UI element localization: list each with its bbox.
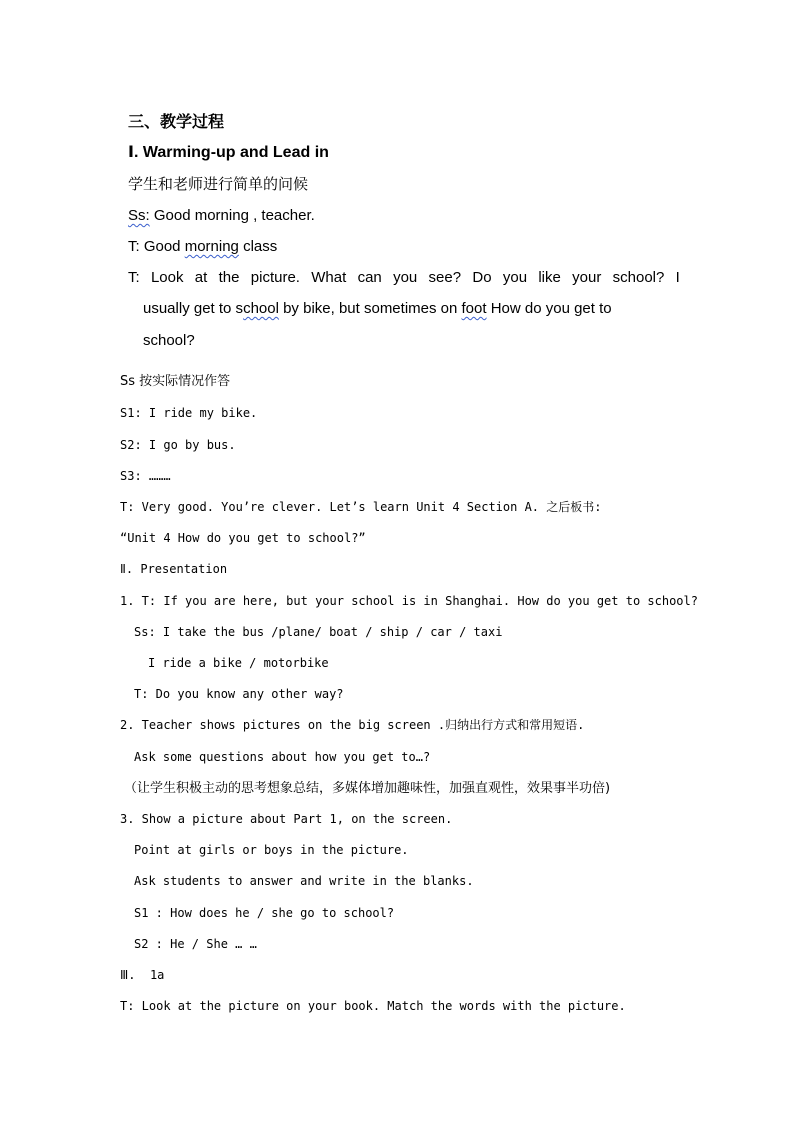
step3-s1: S1 : How does he / she go to school? xyxy=(134,906,395,920)
step2-note: （让学生积极主动的思考想象总结，多媒体增加趣味性，加强直观性，效果事半功倍) xyxy=(124,781,611,796)
line2-school: chool xyxy=(243,300,279,317)
word: I xyxy=(675,269,680,286)
word: at xyxy=(194,269,208,286)
unit-title: “Unit 4 How do you get to school?” xyxy=(120,531,366,545)
word: you xyxy=(502,269,528,286)
word: like xyxy=(538,269,561,286)
s3-line: S3: ……… xyxy=(120,469,171,483)
word: can xyxy=(357,269,382,286)
word: school? xyxy=(612,269,665,286)
t-greeting-morning: morning xyxy=(184,238,239,255)
ss-greeting xyxy=(128,208,315,223)
presentation-step3: 3. Show a picture about Part 1, on the screen. xyxy=(120,812,453,826)
s2-line: S2: I go by bus. xyxy=(120,438,236,452)
step1-t: T: Do you know any other way? xyxy=(134,687,344,701)
part3-title: Ⅲ. 1a xyxy=(120,968,165,982)
word: What xyxy=(311,269,347,286)
line2-part-b: by bike, but sometimes on xyxy=(278,300,462,317)
step3-ask: Ask students to answer and write in the blanks. xyxy=(134,874,474,888)
intro-text: 学生和老师进行简单的问候 xyxy=(128,175,309,193)
presentation-step1: 1. T: If you are here, but your school is in Shanghai. How do you get to school? xyxy=(120,594,698,608)
step1-ss: Ss: I take the bus /plane/ boat / ship / car / taxi xyxy=(134,625,503,639)
word: Look xyxy=(150,269,184,286)
t-question-line3: school? xyxy=(143,332,195,349)
step3-point: Point at girls or boys in the picture. xyxy=(134,843,409,857)
part2-title: Ⅱ. Presentation xyxy=(120,562,228,576)
s1-line: S1: I ride my bike. xyxy=(120,406,258,420)
word: you xyxy=(393,269,418,286)
t-question-line2 xyxy=(143,301,612,316)
t-greeting-label: T: Good xyxy=(128,238,185,255)
part3-instruction: T: Look at the picture on your book. Match the words with the picture. xyxy=(120,999,626,1013)
ss-label: Ss: xyxy=(128,207,150,224)
word: Do xyxy=(472,269,492,286)
word: picture. xyxy=(250,269,300,286)
step3-s2: S2 : He / She … … xyxy=(134,937,257,951)
word: the xyxy=(218,269,240,286)
line2-foot: foot xyxy=(461,300,487,317)
part1-title: Ⅰ. Warming-up and Lead in xyxy=(128,144,329,161)
line2-part-a: usually get to s xyxy=(143,300,244,317)
ss-answer-note: Ss 按实际情况作答 xyxy=(120,374,231,389)
word: your xyxy=(572,269,602,286)
presentation-step2: 2. Teacher shows pictures on the big screen .归纳出行方式和常用短语. xyxy=(120,718,585,732)
step2-ask: Ask some questions about how you get to…? xyxy=(134,750,431,764)
t-greeting-text: class xyxy=(238,238,278,255)
word: see? xyxy=(428,269,462,286)
step1-ride: I ride a bike / motorbike xyxy=(148,656,329,670)
t-good-line: T: Very good. You’re clever. Let’s learn Unit 4 Section A. 之后板书: xyxy=(120,500,602,514)
t-greeting xyxy=(128,239,277,254)
line2-part-c: How do you get to xyxy=(486,300,612,317)
section-heading: 三、教学过程 xyxy=(128,112,225,131)
ss-greeting-text: Good morning , teacher. xyxy=(149,207,315,224)
t-question-line1 xyxy=(128,270,680,285)
word: T: xyxy=(128,269,140,286)
